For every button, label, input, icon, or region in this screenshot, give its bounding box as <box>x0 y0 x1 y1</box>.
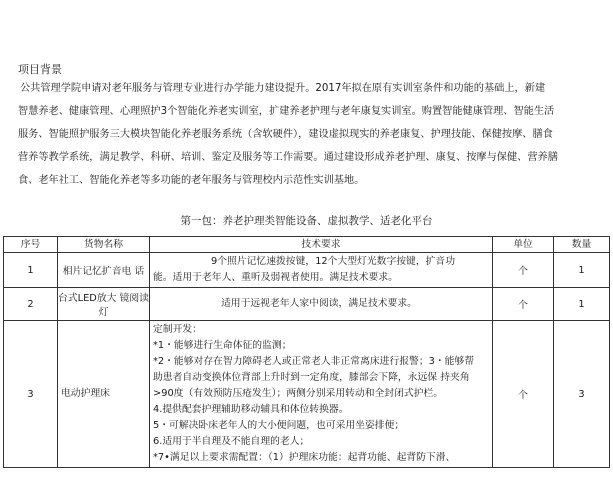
requirement-line: 定制开发： <box>153 324 202 335</box>
requirement-line: 9个照片记忆速拨按键，12个大型灯光数字按键，扩音功 <box>211 256 456 267</box>
table-row <box>4 253 610 288</box>
cell-item-name: 相片记忆扩音电 话 <box>58 253 150 288</box>
header-no: 序号 <box>4 237 58 253</box>
requirement-line: 5・可解决卧床老年人的大小便问题，也可采用坐姿排便； <box>153 420 405 431</box>
cell-requirements <box>150 253 493 288</box>
cell-no: 1 <box>4 253 58 288</box>
cell-unit: 个 <box>493 321 554 468</box>
cell-item-name: 台式LED放大 镜阅读灯 <box>58 288 150 321</box>
paragraph-line: 智慧养老、健康管理、心理照护3个智能化养老实训室，扩建养老护理与老年康复实训室。购置智能健康管理、智能生活 <box>18 106 555 117</box>
cell-quantity: 3 <box>554 321 610 468</box>
table-row <box>4 321 610 468</box>
table-header-row <box>4 237 610 253</box>
cell-unit: 个 <box>493 253 554 288</box>
requirement-line: *1・能够进行生命体征的监测； <box>153 340 292 351</box>
cell-quantity: 1 <box>554 253 610 288</box>
paragraph-line: 公共管理学院申请对老年服务与管理专业进行办学能力建设提升。2017年拟在原有实训室条件和功能的基础上，新建 <box>20 83 546 94</box>
requirement-line: 助患者自动变换体位背部上升时到一定角度，膝部会下降，永远保 持夹角 <box>153 372 470 383</box>
requirement-line: *2・能够对存在智力障碍老人或正常老人非正常离床进行报警；3・能够帮 <box>153 356 475 367</box>
cell-no: 3 <box>4 321 58 468</box>
paragraph-line: 营养等教学系统，满足教学、科研、培训、鉴定及服务等工作需要。通过建设形成养老护理、康复、按摩与保健、营养膳 <box>18 152 558 163</box>
requirement-line: 6.适用于半自理及不能自理的老人； <box>153 436 310 447</box>
header-item-name: 货物名称 <box>58 237 150 253</box>
table-row <box>4 288 610 321</box>
requirement-line: 4.提供配套护理辅助移动辅具和体位转换器。 <box>153 404 349 415</box>
requirement-line: 适用于远视老年人家中阅读，满足技术要求。 <box>221 298 417 309</box>
cell-item-name: 电动护理床 <box>58 321 150 468</box>
requirement-line: *7•满足以上要求需配置：（1）护理床功能：起背功能、起背防下滑、 <box>153 452 456 463</box>
cell-requirements <box>150 288 493 321</box>
requirement-line: 能。适用于老年人、重听及弱视者使用。满足技术要求。 <box>153 272 398 283</box>
requirement-line: >90度（有效预防压疮发生）；两侧分别采用转动和全封闭式护栏。 <box>153 388 444 399</box>
paragraph-line: 服务、智能照护服务三大模块智能化养老服务系统（含软硬件），建设虚拟现实的养老康复、护理技能、保健按摩、膳食 <box>18 129 553 140</box>
table-caption: 第一包：养老护理类智能设备、虚拟教学、适老化平台 <box>180 215 433 227</box>
header-quantity: 数量 <box>554 237 610 253</box>
header-unit: 单位 <box>493 237 554 253</box>
paragraph-line: 食、老年社工、智能化养老等多功能的老年服务与管理校内示范性实训基地。 <box>18 175 365 186</box>
cell-quantity: 1 <box>554 288 610 321</box>
procurement-table <box>3 236 610 468</box>
cell-no: 2 <box>4 288 58 321</box>
background-paragraph <box>18 77 598 192</box>
header-requirements: 技术要求 <box>150 237 493 253</box>
section-heading: 项目背景 <box>18 63 62 76</box>
cell-requirements <box>150 321 493 468</box>
cell-unit: 个 <box>493 288 554 321</box>
